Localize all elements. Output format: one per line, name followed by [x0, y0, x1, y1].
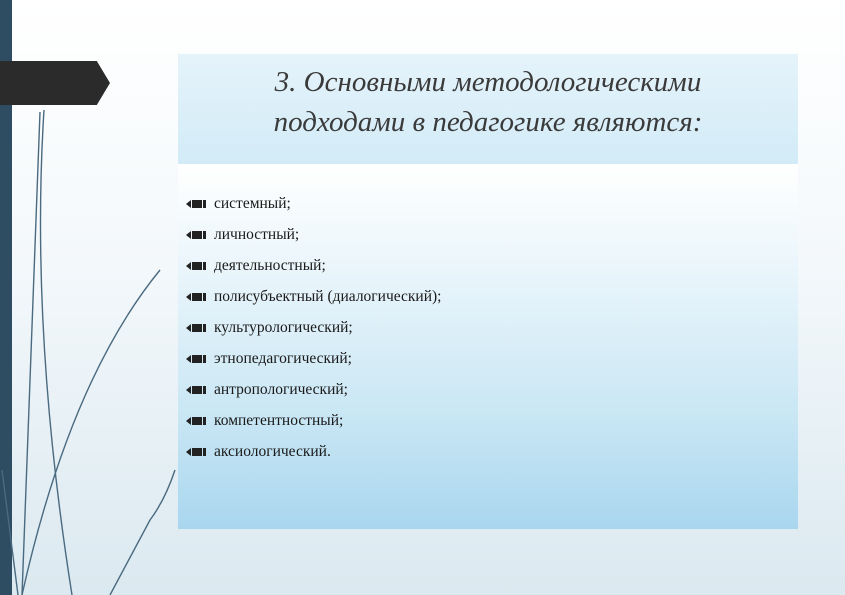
list-item-label: личностный;: [214, 225, 300, 243]
list-item-label: компетентностный;: [214, 411, 344, 429]
list-item-label: культурологический;: [214, 318, 353, 336]
list-item-label: антропологический;: [214, 380, 348, 398]
list-item: [186, 312, 442, 343]
pencil-icon: [186, 446, 206, 458]
title-marker-arrow: [0, 61, 110, 105]
list-item: [186, 188, 442, 219]
list-item-label: аксиологический.: [214, 442, 331, 460]
list-item-label: системный;: [214, 194, 291, 212]
list-item: [186, 250, 442, 281]
pencil-icon: [186, 229, 206, 241]
pencil-icon: [186, 384, 206, 396]
slide-title-line-2: подходами в педагогике являются:: [273, 106, 703, 138]
list-item: [186, 219, 442, 250]
pencil-icon: [186, 291, 206, 303]
list-item-label: этнопедагогический;: [214, 349, 352, 367]
list-item: [186, 405, 442, 436]
pencil-icon: [186, 198, 206, 210]
list-item: [186, 281, 442, 312]
slide-title: [178, 62, 798, 142]
list-item: [186, 436, 442, 467]
list-item: [186, 343, 442, 374]
pencil-icon: [186, 415, 206, 427]
pencil-icon: [186, 260, 206, 272]
slide-title-line-1: 3. Основными методологическими: [274, 66, 702, 98]
list-item-label: полисубъектный (диалогический);: [214, 287, 442, 305]
list-item-label: деятельностный;: [214, 256, 326, 274]
bullet-list: [186, 188, 442, 467]
list-item: [186, 374, 442, 405]
pencil-icon: [186, 353, 206, 365]
pencil-icon: [186, 322, 206, 334]
